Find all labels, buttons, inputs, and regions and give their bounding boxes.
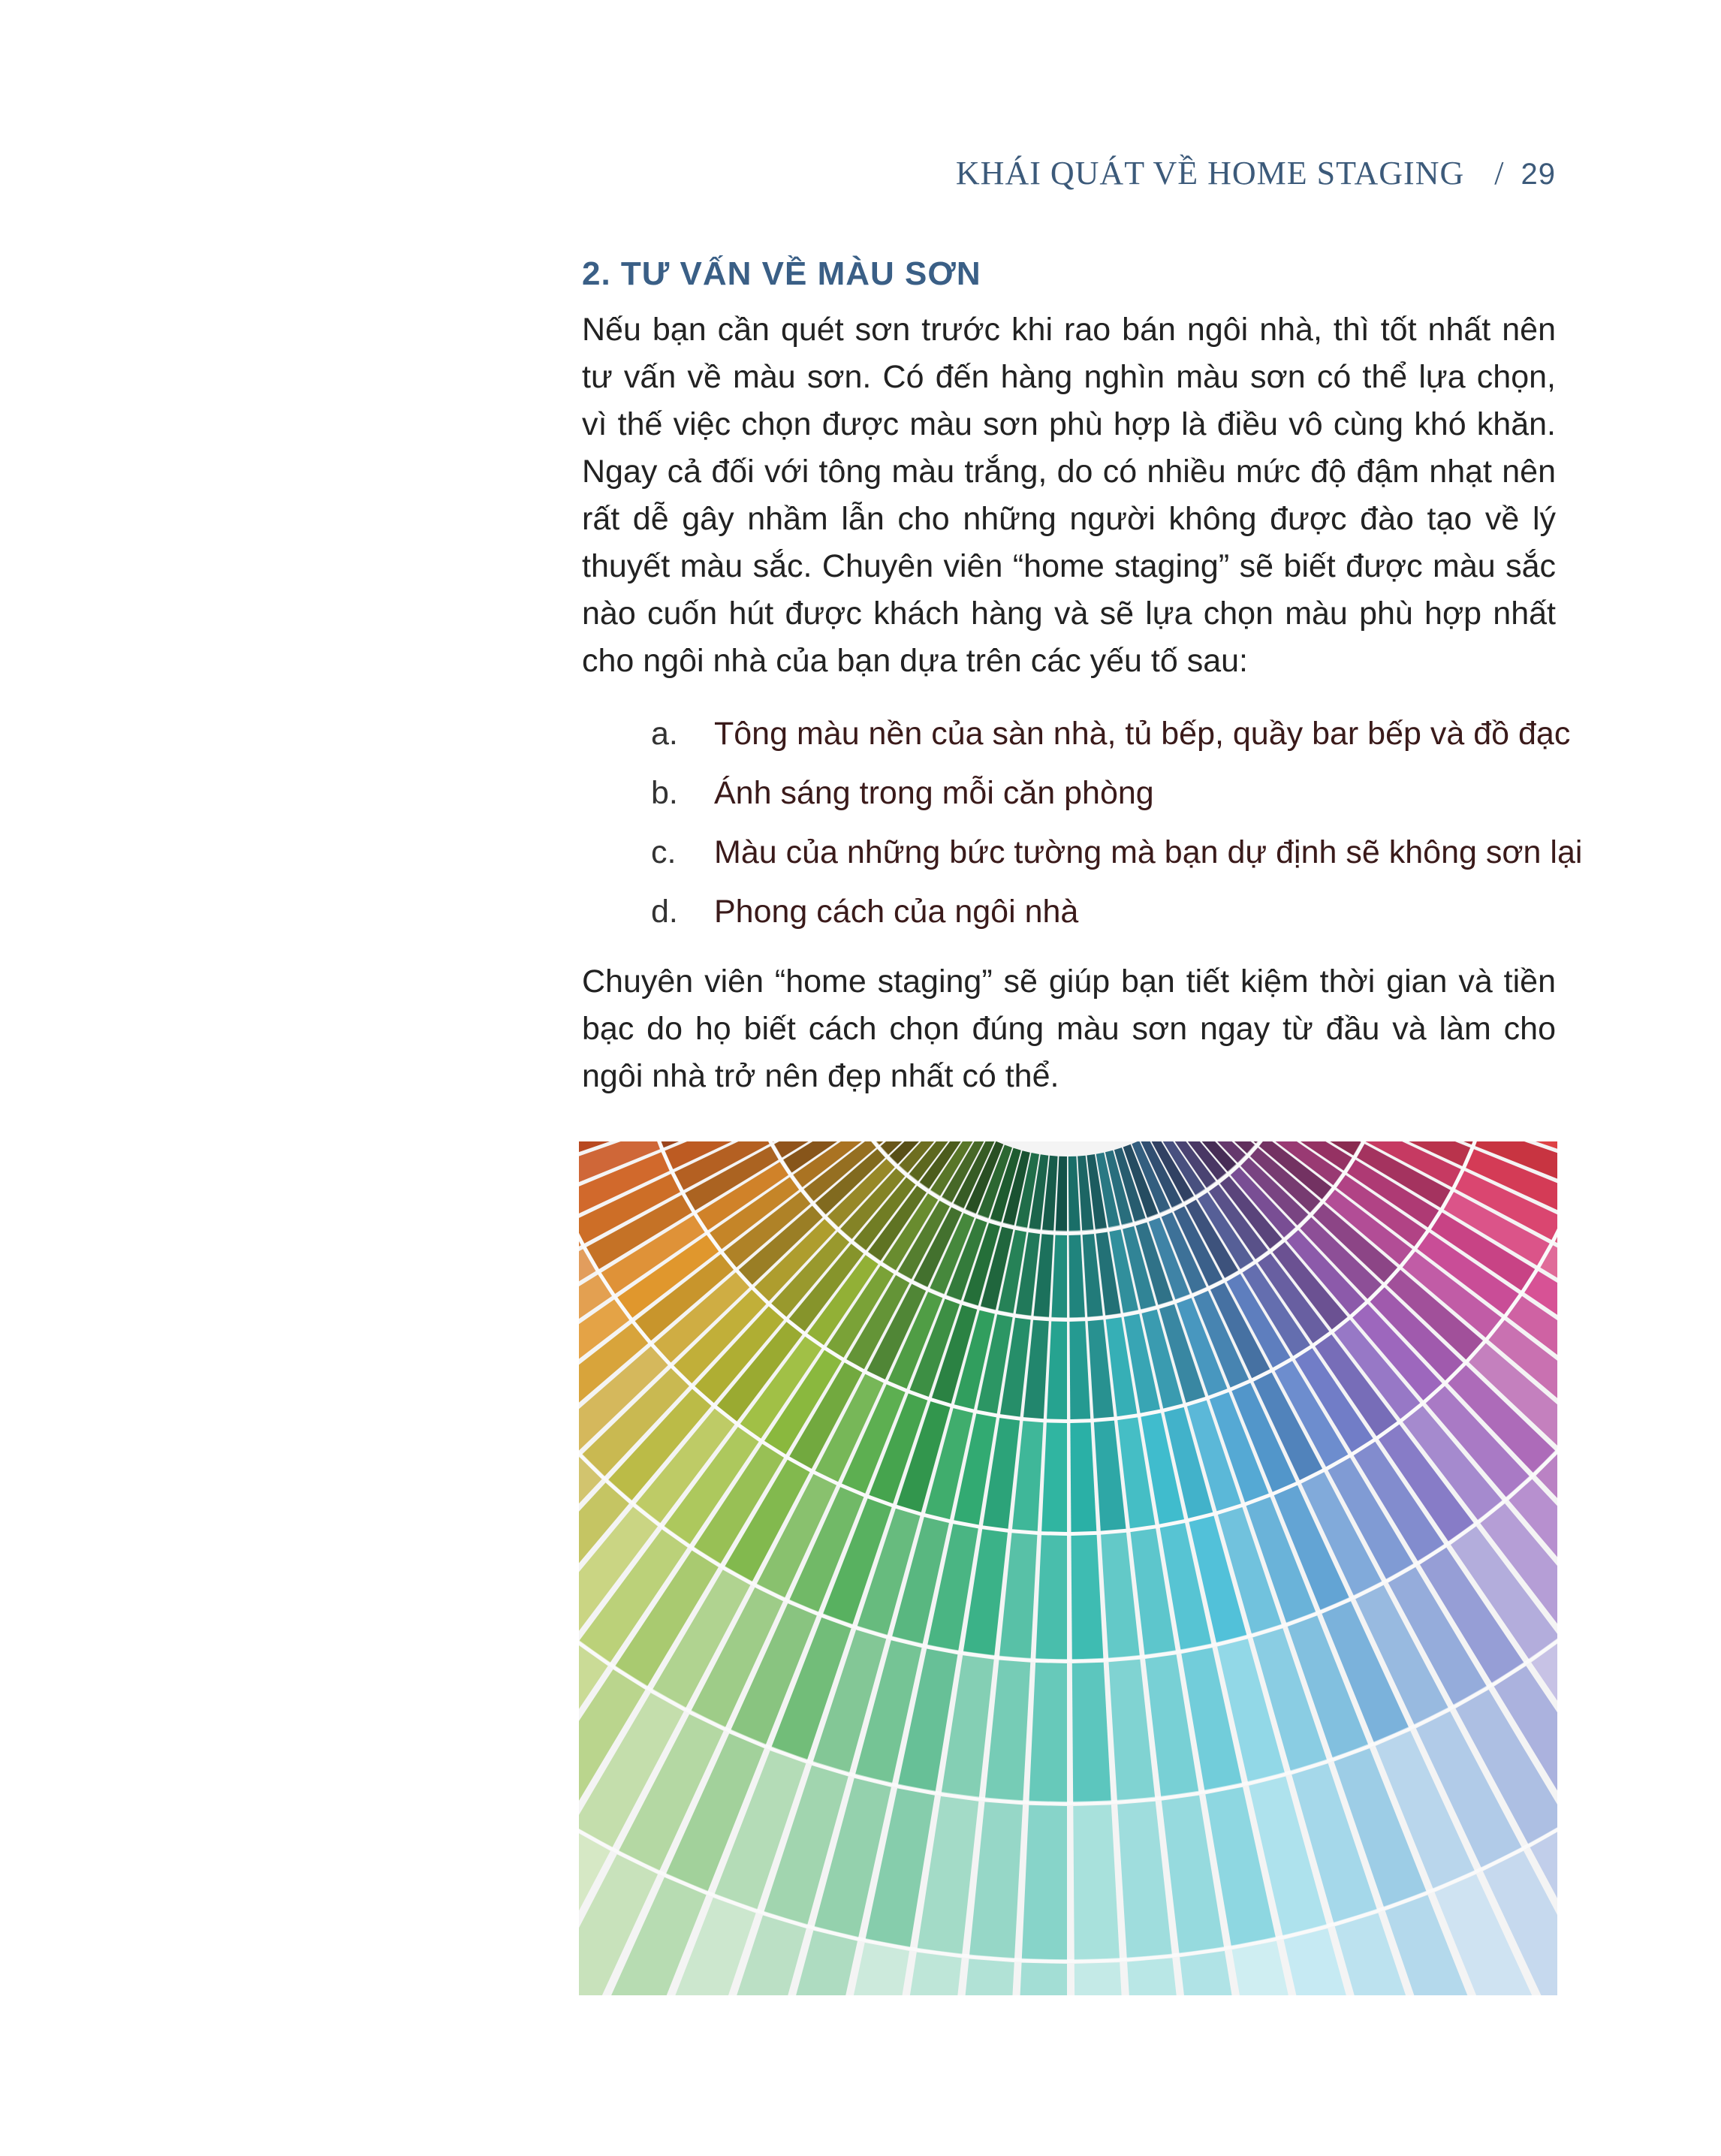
list-marker: d. bbox=[651, 894, 678, 930]
main-content bbox=[582, 255, 1583, 1100]
list-item bbox=[582, 882, 1556, 942]
running-header bbox=[956, 154, 1556, 192]
conclusion-paragraph: Chuyên viên “home staging” sẽ giúp bạn tiết kiệm thời gian và tiền bạc do họ biết cách chọn đúng màu sơn ngay từ đầu và làm cho ngôi nhà trở nên đẹp nhất có thể. bbox=[582, 963, 1556, 1094]
paint-swatch bbox=[1022, 1805, 1067, 1960]
list-item-text: Phong cách của ngôi nhà bbox=[714, 894, 1079, 930]
list-marker: b. bbox=[651, 775, 678, 811]
intro-paragraph: Nếu bạn cần quét sơn trước khi rao bán ngôi nhà, thì tốt nhất nên tư vấn về màu sơn. Có đến hàng nghìn màu sơn có thể lựa chọn, vì thế việc chọn được màu sơn phù hợp là điều vô cùng khó khăn. Ngay cả đối với tông màu trắng, do có nhiều mức độ đậm nhạt nên rất dễ gây nhầm lẫn cho những người không được đào tạo về lý thuyết màu sắc. Chuyên viên “home staging” sẽ biết được màu sắc nào cuốn hút được khách hàng và sẽ lựa chọn màu phù hợp nhất cho ngôi nhà của bạn dựa trên các yếu tố sau: bbox=[582, 312, 1556, 679]
list-item-text: Tông màu nền của sàn nhà, tủ bếp, quầy bar bếp và đồ đạc bbox=[714, 716, 1571, 752]
paint-swatch-fan-photo bbox=[579, 1141, 1557, 1995]
page-number: 29 bbox=[1521, 158, 1556, 191]
list-item bbox=[582, 764, 1556, 823]
list-item-text: Ánh sáng trong mỗi căn phòng bbox=[714, 775, 1154, 811]
list-item bbox=[582, 704, 1571, 764]
list-item-text: Màu của những bức tường mà bạn dự định sẽ không sơn lại bbox=[714, 834, 1583, 870]
list-marker: a. bbox=[651, 716, 678, 752]
header-separator: / bbox=[1494, 155, 1505, 191]
paint-swatch-fan-image bbox=[579, 1141, 1557, 1995]
list-marker: c. bbox=[651, 834, 677, 870]
paint-swatch bbox=[1029, 1663, 1068, 1802]
factor-list bbox=[582, 704, 1583, 942]
list-item bbox=[582, 823, 1583, 882]
section-title: 2. TƯ VẤN VỀ MÀU SƠN bbox=[582, 255, 981, 292]
running-title: KHÁI QUÁT VỀ HOME STAGING bbox=[955, 155, 1465, 191]
paint-swatch bbox=[1014, 1963, 1067, 1995]
